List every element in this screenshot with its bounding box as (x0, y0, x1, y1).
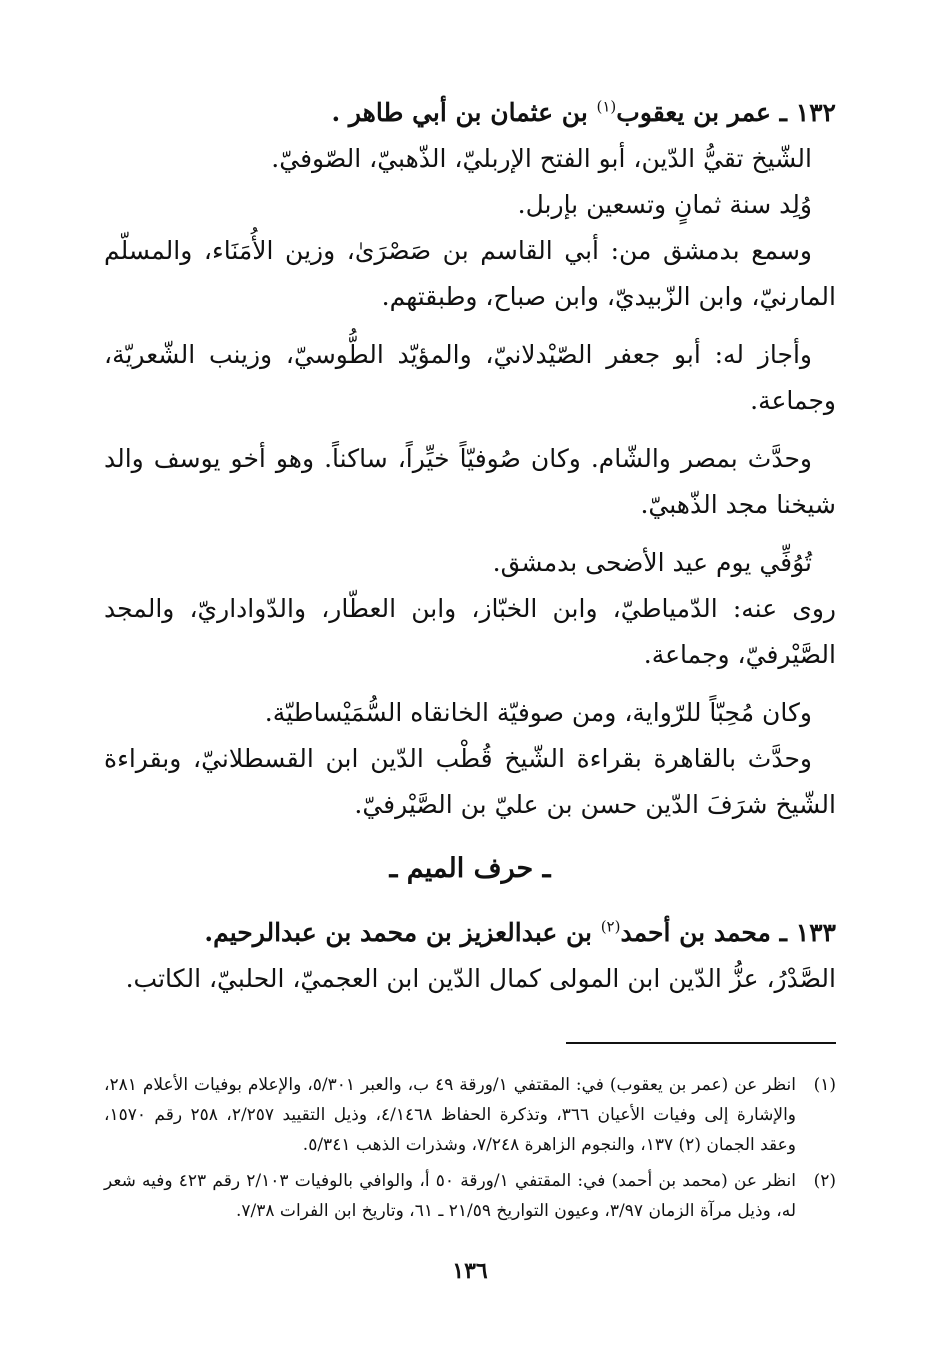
paragraph: روى عنه: الدّمياطيّ، وابن الخبّاز، وابن العطّار، والدّواداريّ، والمجد الصَّيْرفيّ، وجماعة. (104, 594, 836, 669)
footnote-divider (566, 1042, 836, 1044)
footnote-number: (١) (813, 1075, 836, 1095)
footnote (104, 1166, 836, 1226)
footnote (104, 1070, 836, 1160)
footnote-text: انظر عن (عمر بن يعقوب) في: المقتفي ١/ورقة ٤٩ ب، والعبر ٥/٣٠١، والإعلام بوفيات الأعلام ٢٨١، والإشارة إلى وفيات الأعيان ٣٦٦، وتذكرة الحفاظ ٤/١٤٦٨، وذيل التقييد ٢/٢٥٧، ٢٥٨ رقم ١٥٧٠، وعقد الجمان (٢) ١٣٧، والنجوم الزاهرة ٧/٢٤٨، وشذرات الذهب ٥/٣٤١. (104, 1075, 796, 1155)
paragraph: وحدَّث بمصر والشّام. وكان صُوفيّاً خيِّراً، ساكناً. وهو أخو يوسف والد شيخنا مجد الذّهبيّ. (104, 444, 836, 519)
footnote-ref: (١) (596, 97, 617, 116)
footnotes (104, 1070, 836, 1226)
paragraph: الشّيخ تقيُّ الدّين، أبو الفتح الإربليّ، الذّهبيّ، الصّوفيّ. (271, 144, 812, 173)
paragraph: تُوُفِّي يوم عيد الأضحى بدمشق. (492, 548, 812, 577)
paragraph: وكان مُحِبّاً للرّواية، ومن صوفيّة الخانقاه السُّمَيْساطيّة. (264, 698, 812, 727)
section-heading: ـ حرف الميم ـ (389, 853, 551, 884)
footnote-ref: (٢) (600, 917, 621, 936)
main-text (104, 90, 836, 1002)
entry-heading (104, 910, 836, 956)
entry-name: ـ محمد بن أحمد (620, 918, 787, 947)
entry-name-rest: بن عبدالعزيز بن محمد بن عبدالرحيم. (204, 918, 601, 947)
page-number: ١٣٦ (452, 1258, 488, 1284)
paragraph: وسمع بدمشق من: أبي القاسم بن صَصْرَىٰ، وزين الأُمَنَاء، والمسلّم المارنيّ، وابن الزّبيديّ، وابن صباح، وطبقتهم. (104, 236, 836, 311)
entry-number: ١٣٢ (795, 98, 836, 127)
footnote-divider-container (104, 1042, 836, 1044)
paragraph: وأجاز له: أبو جعفر الصّيْدلانيّ، والمؤيّد الطُّوسيّ، وزينب الشّعريّة، وجماعة. (104, 340, 836, 415)
entry-number: ١٣٣ (795, 918, 836, 947)
entry-heading (104, 90, 836, 136)
paragraph: وُلِد سنة ثمانٍ وتسعين بإربل. (517, 190, 812, 219)
entry-name: ـ عمر بن يعقوب (616, 98, 787, 127)
entry-name-rest: بن عثمان بن أبي طاهر . (331, 98, 597, 127)
footnote-number: (٢) (813, 1171, 836, 1191)
footnote-text: انظر عن (محمد بن أحمد) في: المقتفي ١/ورقة ٥٠ أ، والوافي بالوفيات ٢/١٠٣ رقم ٤٢٣ وفيه شعر له، وذيل مرآة الزمان ٣/٩٧، وعيون التواريخ ٢١/٥٩ ـ ٦١، وتاريخ ابن الفرات ٧/٣٨. (104, 1171, 796, 1221)
paragraph: الصَّدْرُ، عزُّ الدّين ابن المولى كمال الدّين ابن العجميّ، الحلبيّ، الكاتب. (125, 964, 836, 993)
paragraph: وحدَّث بالقاهرة بقراءة الشّيخ قُطْب الدّين ابن القسطلانيّ، وبقراءة الشّيخ شرَفَ الدّين حسن بن عليّ بن الصَّيْرفيّ. (104, 744, 836, 819)
